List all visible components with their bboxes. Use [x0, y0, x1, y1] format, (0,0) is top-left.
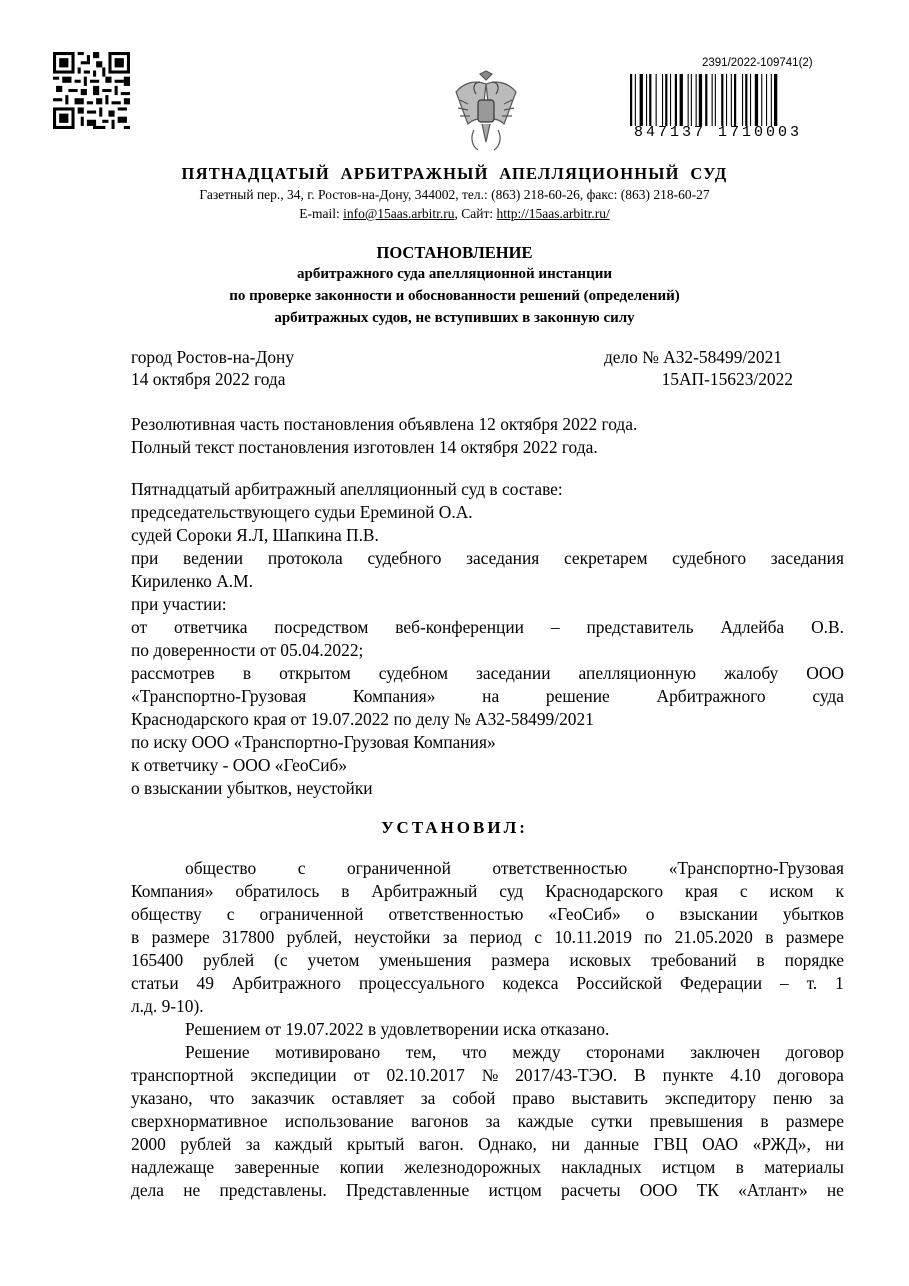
word: материалы: [764, 1157, 844, 1177]
word: пеню: [773, 1088, 813, 1108]
word: Арбитражного: [231, 973, 341, 993]
word: каждый: [274, 1134, 333, 1154]
word: судебном: [378, 663, 448, 683]
word: ограниченной: [346, 858, 451, 878]
word: 2017/43-ТЭО.: [515, 1065, 618, 1085]
word: ГВЦ: [653, 1134, 688, 1154]
word: в: [735, 1157, 744, 1177]
word: 1: [835, 973, 844, 993]
site-link[interactable]: http://15aas.arbitr.ru/: [496, 206, 610, 221]
word: открытом: [279, 663, 351, 683]
word: с: [534, 927, 542, 947]
word: дела: [131, 1180, 164, 1200]
title-line-2: по проверке законности и обоснованности решений (определений): [229, 288, 680, 304]
email-label: E-mail:: [299, 206, 344, 221]
word: железнодорожных: [404, 1157, 541, 1177]
barcode-number: 847137 1710003: [634, 124, 803, 141]
word: за: [829, 1088, 844, 1108]
composition-line: Пятнадцатый арбитражный апелляционный суд в составе:: [131, 479, 563, 499]
word: (с: [274, 950, 288, 970]
word: сторонами: [586, 1042, 665, 1062]
decision-date: 14 октября 2022 года: [131, 369, 286, 389]
word: транспортной: [131, 1065, 234, 1085]
appeal-number: 15АП-15623/2022: [661, 369, 793, 389]
word: ОАО: [702, 1134, 739, 1154]
court-name: ПЯТНАДЦАТЫЙ АРБИТРАЖНЫЙ АПЕЛЛЯЦИОННЫЙ СУД: [181, 164, 728, 183]
word: накладных: [561, 1157, 642, 1177]
word: рублей: [180, 1134, 232, 1154]
word: –: [550, 617, 560, 637]
word: 49: [196, 973, 214, 993]
word: неустойки: [354, 927, 431, 947]
document-number: 2391/2022-109741(2): [702, 57, 813, 69]
word: пункте: [662, 1065, 714, 1085]
body-line: [131, 904, 844, 925]
composition-line: к ответчику - ООО «ГеоСиб»: [131, 755, 348, 775]
word: на: [482, 686, 500, 706]
composition-line: по доверенности от 05.04.2022;: [131, 640, 364, 660]
word: секретарем: [564, 548, 648, 568]
word: сверхнормативное: [131, 1111, 268, 1131]
word: с: [297, 858, 306, 878]
word: 10.11.2019: [554, 927, 632, 947]
word: ни: [551, 1134, 570, 1154]
coat-of-arms-emblem: [450, 70, 522, 156]
composition-line: о взыскании убытков, неустойки: [131, 778, 373, 798]
site-label: , Сайт:: [454, 206, 497, 221]
announce-line-1: Резолютивная часть постановления объявлена 12 октября 2022 года.: [131, 414, 638, 434]
word: за: [245, 1134, 261, 1154]
word: убытков: [782, 904, 844, 924]
body-line: [185, 1042, 844, 1063]
composition-line: Кириленко А.М.: [131, 571, 253, 591]
composition-line: [131, 548, 844, 569]
word: требований: [651, 950, 737, 970]
word: вагон.: [418, 1134, 464, 1154]
word: что: [461, 1042, 487, 1062]
word: О.В.: [811, 617, 844, 637]
word: 317800: [222, 927, 275, 947]
word: крытый: [347, 1134, 405, 1154]
word: по: [644, 927, 663, 947]
word: уменьшения: [379, 950, 472, 970]
composition-line: при участии:: [131, 594, 227, 614]
body-line: [131, 881, 844, 902]
word: веб-конференции: [395, 617, 524, 637]
word: исковых: [569, 950, 632, 970]
word: от: [353, 1065, 370, 1085]
word: судебного: [672, 548, 747, 568]
word: вагонов: [411, 1111, 469, 1131]
word: в: [765, 927, 774, 947]
word: при: [131, 548, 159, 568]
word: копии: [339, 1157, 384, 1177]
composition-line: по иску ООО «Транспортно-Грузовая Компания»: [131, 732, 496, 752]
word: ответчика: [174, 617, 248, 637]
word: –: [780, 973, 789, 993]
email-link[interactable]: info@15aas.arbitr.ru: [343, 206, 455, 221]
section-heading: УСТАНОВИЛ:: [381, 818, 528, 837]
court-contacts: [0, 206, 909, 222]
word: между: [512, 1042, 561, 1062]
word: в: [760, 1111, 769, 1131]
word: Арбитражного: [656, 686, 766, 706]
title-line-1: арбитражного суда апелляционной инстанции: [296, 266, 612, 282]
word: договор: [785, 1042, 844, 1062]
word: за: [442, 927, 458, 947]
word: посредством: [274, 617, 369, 637]
word: Компания»: [352, 686, 436, 706]
word: за: [485, 1111, 501, 1131]
word: заседания: [466, 548, 540, 568]
word: ответственностью: [388, 904, 524, 924]
word: Компания»: [131, 881, 214, 901]
word: обратилось: [235, 881, 320, 901]
word: истцом: [488, 1180, 542, 1200]
word: «РЖД»,: [752, 1134, 811, 1154]
word: данные: [584, 1134, 640, 1154]
word: к: [835, 881, 844, 901]
word: Российской: [576, 973, 663, 993]
word: не: [183, 1180, 201, 1200]
announce-line-2: Полный текст постановления изготовлен 14 октября 2022 года.: [131, 437, 598, 457]
qr-code: [53, 52, 130, 129]
word: общество: [185, 858, 257, 878]
word: расчеты: [560, 1180, 621, 1200]
title-line-3: арбитражных судов, не вступивших в законную силу: [274, 310, 635, 326]
word: 21.05.2020: [674, 927, 753, 947]
word: «ГеоСиб»: [548, 904, 621, 924]
word: превышения: [649, 1111, 744, 1131]
word: рассмотрев: [131, 663, 215, 683]
word: ведении: [183, 548, 244, 568]
word: мотивировано: [275, 1042, 381, 1062]
word: статьи: [131, 973, 179, 993]
word: суд: [499, 881, 524, 901]
word: заверенные: [234, 1157, 320, 1177]
barcode: [630, 74, 826, 126]
word: ответственностью: [492, 858, 628, 878]
word: ТК: [696, 1180, 719, 1200]
word: края: [685, 881, 718, 901]
word: что: [209, 1088, 235, 1108]
word: право: [512, 1088, 555, 1108]
word: суда: [812, 686, 844, 706]
word: «Транспортно-Грузовая: [131, 686, 307, 706]
case-number: дело № А32-58499/2021: [603, 347, 782, 367]
word: процессуального: [358, 973, 485, 993]
body-line: [131, 927, 844, 948]
word: «Атлант»: [738, 1180, 808, 1200]
document-type: ПОСТАНОВЛЕНИЕ: [376, 243, 533, 262]
word: заседании: [476, 663, 551, 683]
word: учетом: [307, 950, 360, 970]
word: в: [242, 663, 252, 683]
word: 02.10.2017: [386, 1065, 465, 1085]
court-address: Газетный пер., 34, г. Ростов-на-Дону, 344002, тел.: (863) 218-60-26, факс: (863) 218-60-27: [199, 187, 710, 202]
word: заседания: [770, 548, 844, 568]
body-line: [131, 950, 844, 971]
body-line: [131, 1088, 844, 1109]
word: иском: [769, 881, 814, 901]
word: обществу: [131, 904, 202, 924]
word: надлежаще: [131, 1157, 215, 1177]
word: кодекса: [502, 973, 559, 993]
word: о: [645, 904, 655, 924]
word: 4.10: [730, 1065, 761, 1085]
word: период: [469, 927, 522, 947]
word: использование: [284, 1111, 394, 1131]
word: жалобу: [724, 663, 779, 683]
word: №: [481, 1065, 499, 1085]
word: Решение: [185, 1042, 250, 1062]
word: истцом: [661, 1157, 716, 1177]
body-line: [131, 1111, 844, 1132]
word: порядке: [784, 950, 844, 970]
word: Представленные: [345, 1180, 470, 1200]
word: тем,: [405, 1042, 437, 1062]
word: Адлейба: [720, 617, 785, 637]
word: с: [739, 881, 748, 901]
word: 2000: [131, 1134, 166, 1154]
word: 165400: [131, 950, 184, 970]
city: город Ростов-на-Дону: [131, 347, 295, 367]
composition-line: председательствующего судьи Ереминой О.А.: [131, 502, 473, 522]
word: заказчик: [251, 1088, 315, 1108]
word: выставить: [571, 1088, 648, 1108]
word: Федерации: [679, 973, 763, 993]
body-line: л.д. 9-10).: [131, 996, 204, 1016]
body-line: [131, 1157, 844, 1178]
composition-line: [131, 686, 844, 707]
word: В: [634, 1065, 646, 1085]
word: с: [226, 904, 235, 924]
word: размере: [785, 927, 844, 947]
word: указано,: [131, 1088, 193, 1108]
word: ни: [825, 1134, 844, 1154]
word: апелляционную: [578, 663, 697, 683]
composition-line: [131, 663, 844, 684]
word: представлены.: [219, 1180, 327, 1200]
word: размере: [785, 1111, 844, 1131]
word: Однако,: [478, 1134, 537, 1154]
composition-line: [131, 617, 844, 638]
word: ограниченной: [259, 904, 364, 924]
word: экспедиции: [250, 1065, 337, 1085]
word: собой: [452, 1088, 496, 1108]
word: договора: [777, 1065, 844, 1085]
word: от: [131, 617, 148, 637]
word: ООО: [806, 663, 844, 683]
word: в: [756, 950, 765, 970]
word: решение: [545, 686, 610, 706]
body-line: Решением от 19.07.2022 в удовлетворении иска отказано.: [185, 1019, 610, 1039]
word: сутки: [590, 1111, 633, 1131]
body-line: [131, 1065, 844, 1086]
body-line: [131, 1134, 844, 1155]
word: взыскании: [679, 904, 758, 924]
word: за: [420, 1088, 436, 1108]
word: Краснодарского: [545, 881, 664, 901]
word: в: [131, 927, 140, 947]
word: экспедитору: [664, 1088, 757, 1108]
word: не: [826, 1180, 844, 1200]
composition-line: Краснодарского края от 19.07.2022 по делу № А32-58499/2021: [131, 709, 594, 729]
word: «Транспортно-Грузовая: [668, 858, 844, 878]
word: рублей,: [286, 927, 343, 947]
composition-line: судей Сороки Я.Л, Шапкина П.В.: [131, 525, 379, 545]
word: заключен: [690, 1042, 761, 1062]
word: представитель: [586, 617, 694, 637]
word: т.: [806, 973, 818, 993]
word: оставляет: [331, 1088, 404, 1108]
word: протокола: [267, 548, 343, 568]
word: судебного: [367, 548, 442, 568]
word: ООО: [639, 1180, 678, 1200]
body-line: [131, 1180, 844, 1201]
body-line: [131, 973, 844, 994]
word: размере: [151, 927, 210, 947]
word: размера: [491, 950, 550, 970]
word: каждые: [517, 1111, 574, 1131]
word: в: [341, 881, 350, 901]
word: рублей: [203, 950, 255, 970]
word: Арбитражный: [371, 881, 478, 901]
body-line: [185, 858, 844, 879]
